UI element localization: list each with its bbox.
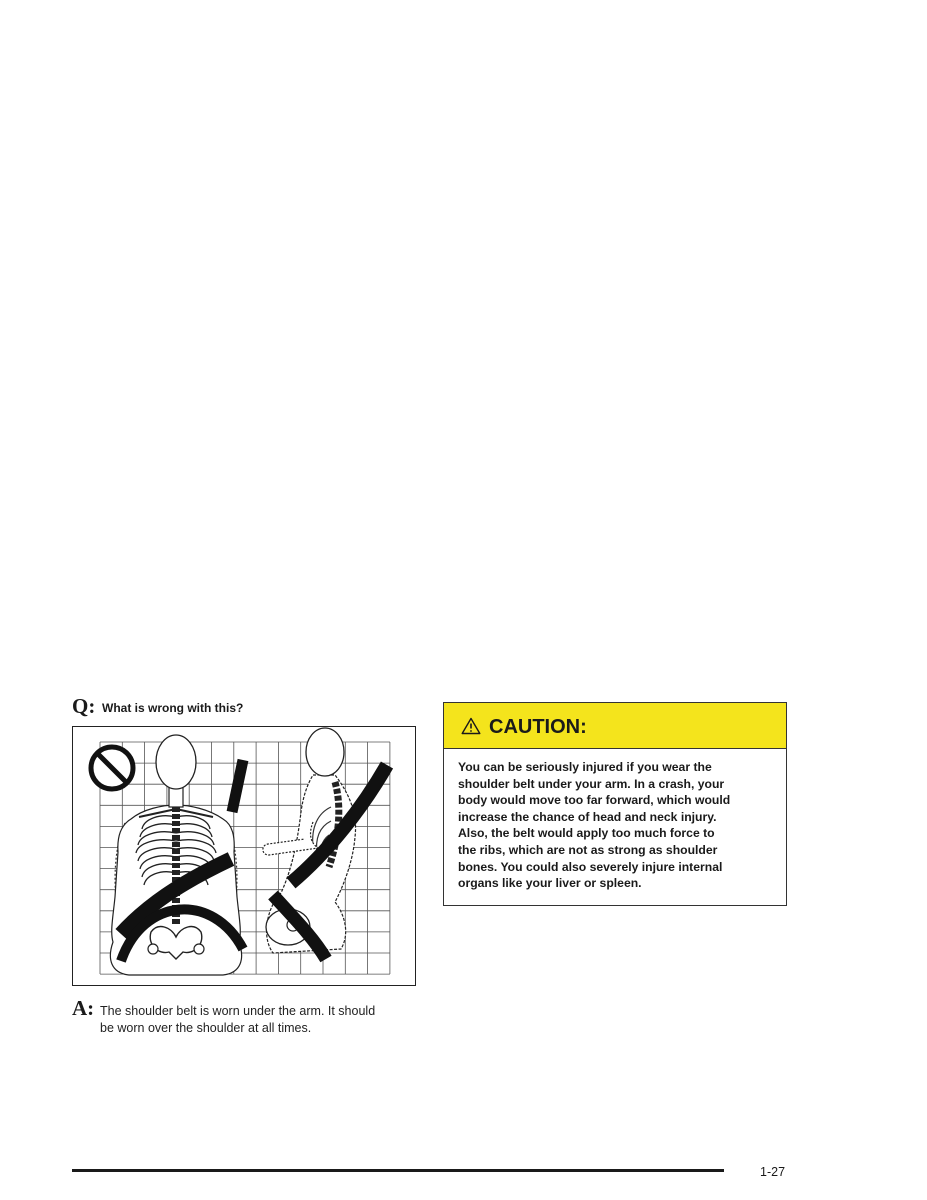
caution-line: You can be seriously injured if you wear the bbox=[458, 760, 712, 774]
answer-line: The shoulder belt is worn under the arm. It should bbox=[100, 1004, 376, 1018]
vertebra bbox=[172, 814, 180, 819]
prohibition-icon bbox=[91, 747, 133, 789]
caution-line: Also, the belt would apply too much force to bbox=[458, 826, 715, 841]
footer-rule bbox=[72, 1169, 724, 1172]
question-text: What is wrong with this? bbox=[102, 701, 244, 715]
page-number: 1-27 bbox=[760, 1165, 786, 1179]
caution-line: body would move too far forward, which would bbox=[458, 793, 731, 808]
warning-triangle-icon bbox=[461, 717, 481, 735]
caution-header bbox=[444, 703, 786, 749]
caution-title: CAUTION: bbox=[489, 716, 587, 738]
seatbelt-illustration bbox=[72, 726, 416, 986]
caution-box bbox=[443, 702, 787, 906]
illustration-drawing bbox=[73, 727, 414, 984]
vertebra bbox=[172, 807, 180, 812]
vertebra bbox=[172, 835, 180, 840]
vertebra bbox=[172, 856, 180, 861]
left-hip-joint bbox=[148, 944, 158, 954]
vertebra bbox=[172, 919, 180, 924]
vertebra bbox=[172, 849, 180, 854]
caution-line: the ribs, which are not as strong as shoulder bbox=[458, 842, 718, 857]
vertebra bbox=[172, 863, 180, 868]
vertebra bbox=[172, 821, 180, 826]
question-label: Q: bbox=[72, 694, 96, 718]
answer-line: be worn over the shoulder at all times. bbox=[100, 1021, 312, 1035]
right-hip-joint bbox=[194, 944, 204, 954]
caution-line: increase the chance of head and neck injury. bbox=[458, 809, 717, 824]
vertebra bbox=[172, 870, 180, 875]
caution-line: shoulder belt under your arm. In a crash, your bbox=[458, 776, 725, 791]
side-head bbox=[306, 728, 344, 776]
answer-label: A: bbox=[72, 996, 95, 1020]
front-head bbox=[156, 735, 196, 789]
answer-text bbox=[100, 1003, 375, 1037]
caution-line: organs like your liver or spleen. bbox=[458, 876, 642, 891]
vertebra bbox=[172, 828, 180, 833]
caution-text bbox=[444, 749, 786, 892]
vertebra bbox=[172, 842, 180, 847]
caution-line: bones. You could also severely injure internal bbox=[458, 859, 723, 874]
